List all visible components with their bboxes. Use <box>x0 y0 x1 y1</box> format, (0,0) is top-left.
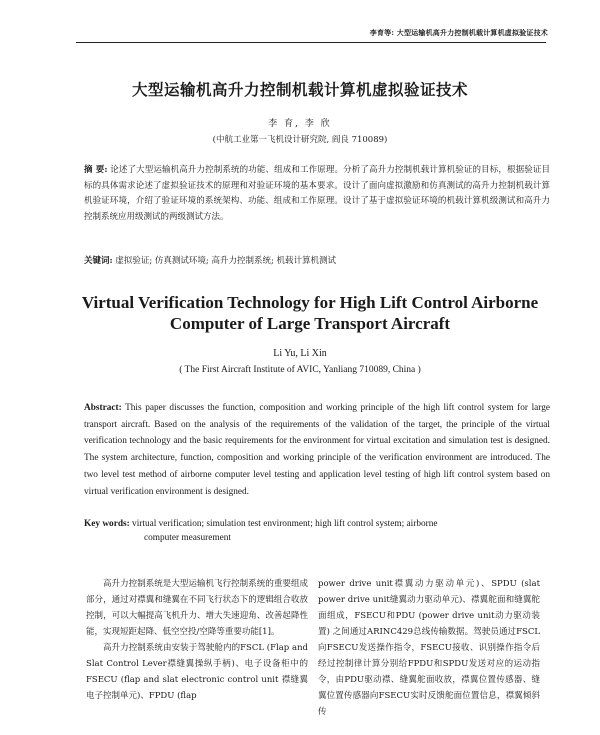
body-paragraph: 高升力控制系统是大型运输机飞行控制系统的重要组成部分，通过对襟翼和缝翼在不同飞行状态下的逻辑组合收放控制，可以大幅提高飞机升力、增大失速迎角、改善起降性能，实现短距起降、低空空投/空降等重要功能[1]。 <box>86 579 308 637</box>
cn-keywords-label: 关键词: <box>84 256 113 266</box>
cn-keywords <box>84 254 550 269</box>
header-rule <box>76 42 546 43</box>
en-title: Virtual Verification Technology for High Lift Control Airborne Computer of Large Transport Aircraft <box>81 293 539 333</box>
en-authors: Li Yu, Li Xin <box>273 348 327 359</box>
body-paragraph: 高升力控制系统由安装于驾驶舱内的FSCL (Flap and Slat Control Lever襟缝翼操纵手柄)、电子设备柜中的FSECU (flap and slat electronic control unit 襟缝翼电子控制单元)、FPDU (flap <box>86 643 308 701</box>
body-paragraph: power drive unit襟翼动力驱动单元)、SPDU (slat power drive unit缝翼动力驱动单元)、襟翼舵面和缝翼舵面组成，FSECU和PDU (power drive unit动力驱动装置) 之间通过ARINC429总线传输数据。驾驶员通过FSCL向FSECU发送操作指令，FSECU接收、识别操作指令后经过控制律计算分别给FPDU和SPDU发送对应的运动指令，由PDU驱动襟、缝翼舵面收放，襟翼位置传感器、缝翼位置传感器向FSECU实时反馈舵面位置信息，襟翼倾斜传 <box>318 579 540 717</box>
cn-abstract-label: 摘 要: <box>84 165 108 175</box>
en-affiliation: ( The First Aircraft Institute of AVIC, Yanliang 710089, China ) <box>179 365 421 375</box>
en-abstract <box>84 400 550 500</box>
cn-affiliation: (中航工业第一飞机设计研究院, 阎良 710089) <box>212 135 388 145</box>
cn-keywords-text: 虚拟验证; 仿真测试环境; 高升力控制系统; 机载计算机测试 <box>115 256 337 266</box>
cn-abstract <box>84 163 550 225</box>
en-abstract-label: Abstract: <box>84 403 122 413</box>
en-keywords-line1: virtual verification; simulation test environment; high lift control system; airborne <box>132 519 438 529</box>
en-abstract-text: This paper discusses the function, composition and working principle of the high lift control system for large transport aircraft. Based on the analysis of the requirements of the validation of the target, the principle of the virtual verification technology and the basic requirements for the environment for virtual excitation and simulation test is designed. The system architecture, function, composition and working principle of the verification environment are introduced. The two level test method of airborne computer level testing and application level testing of high lift control system based on virtual verification environment is designed. <box>84 403 551 497</box>
cn-title: 大型运输机高升力控制机载计算机虚拟验证技术 <box>131 80 468 99</box>
en-keywords-label: Key words: <box>84 519 130 529</box>
cn-authors: 李 育, 李 欣 <box>268 119 332 129</box>
body-right-column <box>318 576 540 720</box>
en-keywords <box>84 517 550 545</box>
en-keywords-line2: computer measurement <box>144 533 231 543</box>
running-head: 李育等: 大型运输机高升力控制机载计算机虚拟验证技术 <box>369 28 548 37</box>
cn-abstract-text: 论述了大型运输机高升力控制系统的功能、组成和工作原理。分析了高升力控制机载计算机验证的目标，根据验证目标的具体需求论述了虚拟验证技术的原理和对验证环境的基本要求。设计了面向虚拟激励和仿真测试的高升力控制机载计算机验证环境，介绍了验证环境的系统架构、功能、组成和工作原理。设计了基于虚拟验证环境的机载计算机级测试和高升力控制系统应用级测试的两级测试方法。 <box>84 165 550 222</box>
body-left-column <box>86 576 308 704</box>
